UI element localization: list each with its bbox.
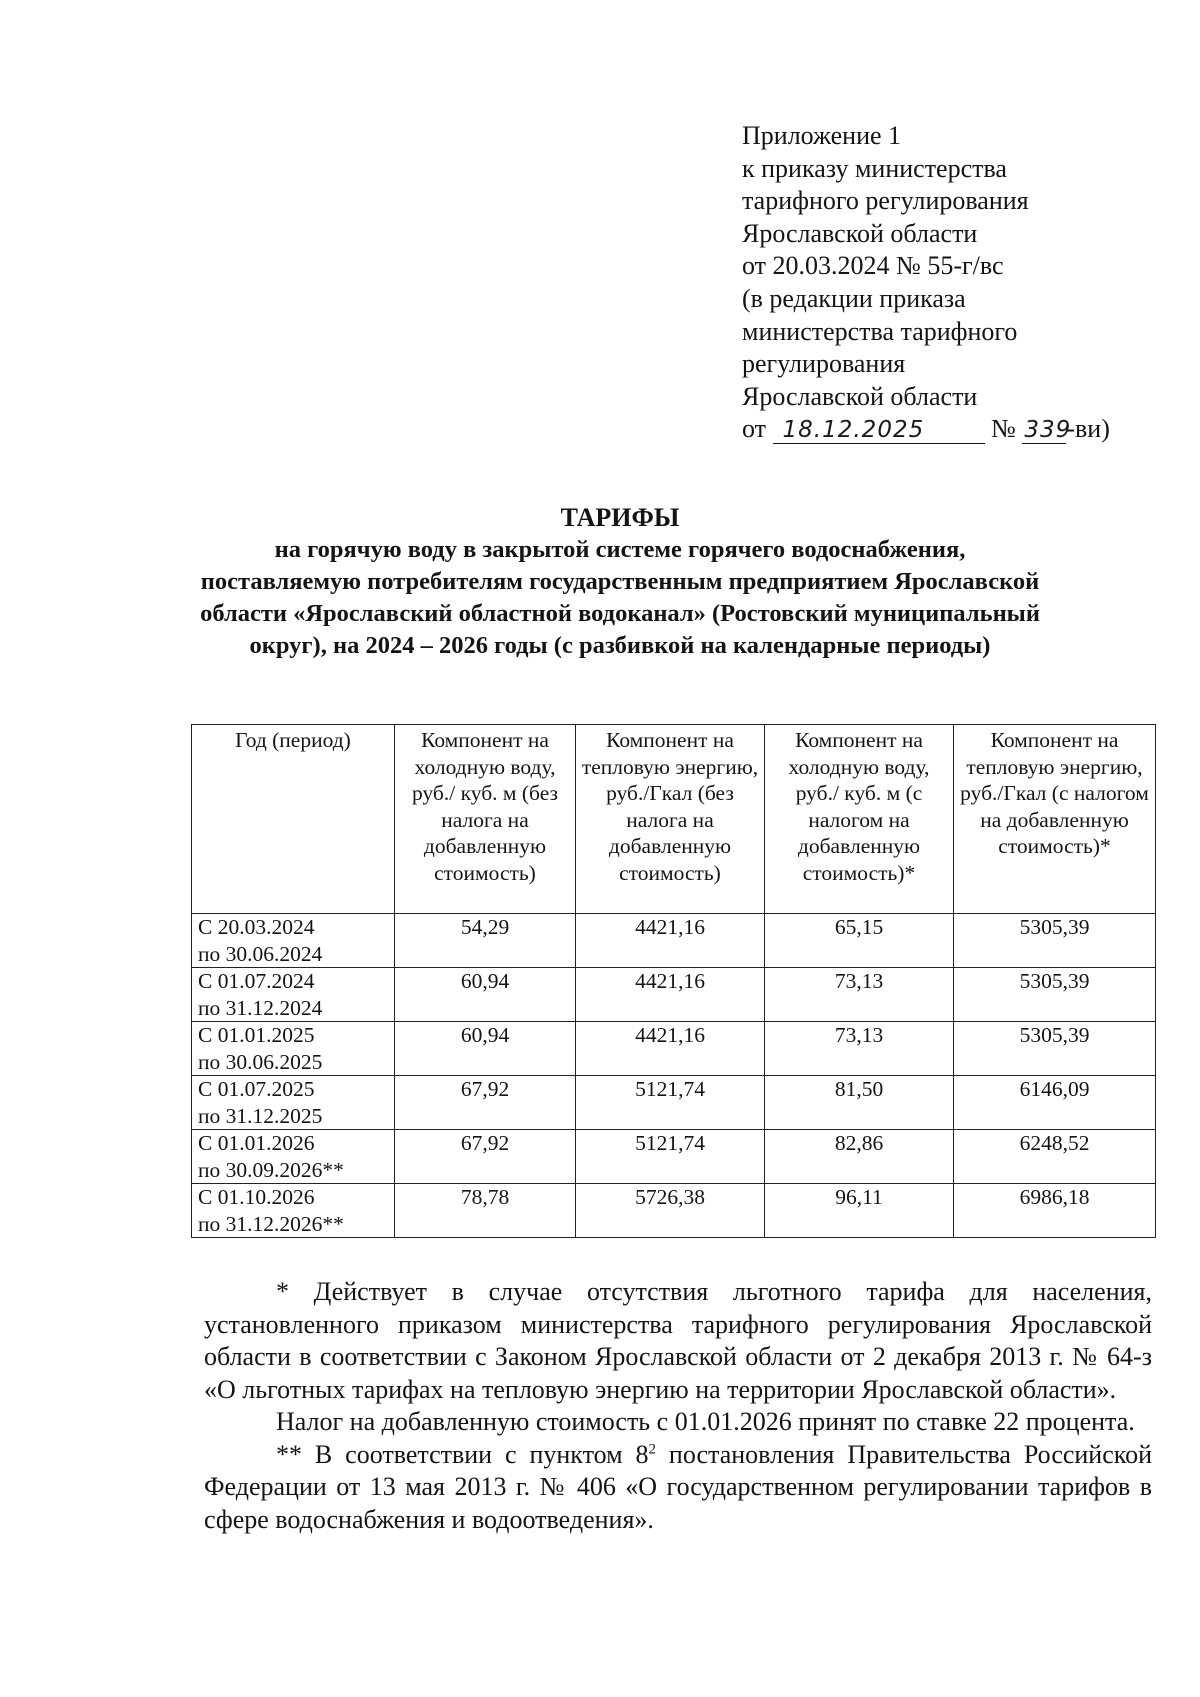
period-to: по 30.06.2024 xyxy=(198,941,323,966)
period-cell xyxy=(192,1130,395,1184)
period-to: по 31.12.2024 xyxy=(198,995,323,1020)
period-from: С 01.01.2026 xyxy=(198,1131,315,1155)
header-cold-water-no-vat: Компонент на холодную воду, руб./ куб. м (без налога на добавленную стоимость) xyxy=(395,725,576,914)
footnote-vat-rate: Налог на добавленную стоимость с 01.01.2026 принят по ставке 22 процента. xyxy=(276,1407,1135,1436)
footnote-regulation-reference xyxy=(204,1439,1152,1537)
appendix-line: от 20.03.2024 № 55-г/вс xyxy=(742,251,1004,281)
appendix-line: Приложение 1 xyxy=(742,121,902,150)
title-heading: ТАРИФЫ xyxy=(560,503,680,532)
appendix-line: тарифного регулирования xyxy=(742,186,1029,216)
tariffs-table xyxy=(191,724,1156,1238)
period-cell xyxy=(192,1184,395,1238)
heat-energy-no-vat-cell: 5726,38 xyxy=(576,1184,765,1238)
table-row xyxy=(192,1022,1156,1076)
appendix-line: министерства тарифного xyxy=(742,316,1018,346)
header-heat-energy-no-vat: Компонент на тепловую энергию, руб./Гкал (без налога на добавленную стоимость) xyxy=(576,725,765,914)
cold-water-no-vat-cell: 67,92 xyxy=(395,1130,576,1184)
header-heat-energy-vat: Компонент на тепловую энергию, руб./Гкал (с налогом на добавленную стоимость)* xyxy=(954,725,1156,914)
period-from: С 20.03.2024 xyxy=(198,915,315,939)
heat-energy-vat-cell: 6986,18 xyxy=(954,1184,1156,1238)
cold-water-vat-cell: 73,13 xyxy=(765,968,954,1022)
heat-energy-no-vat-cell: 4421,16 xyxy=(576,968,765,1022)
period-from: С 01.10.2026 xyxy=(198,1185,315,1209)
appendix-line: к приказу министерства xyxy=(742,153,1007,183)
period-cell xyxy=(192,1076,395,1130)
table-row xyxy=(192,968,1156,1022)
period-from: С 01.07.2025 xyxy=(198,1077,315,1101)
cold-water-no-vat-cell: 54,29 xyxy=(395,914,576,968)
period-to: по 30.06.2025 xyxy=(198,1049,323,1074)
footnote-vat-applicability: * Действует в случае отсутствия льготного тарифа для населения, установленного приказом министерства тарифного регулирования Ярославской области в соответствии с Законом Ярославской области от 2 декабря 2013 г. № 64-з «О льготных тарифах на тепловую энергию на территории Ярославской области». xyxy=(204,1277,1152,1404)
table-row xyxy=(192,1130,1156,1184)
period-to: по 30.09.2026** xyxy=(198,1157,344,1182)
title-subtitle: на горячую воду в закрытой системе горячего водоснабжения, поставляемую потребителям государственным предприятием Ярославской области «Ярославский областной водоканал» (Ростовский муниципальный округ), на 2024 – 2026 годы (с разбивкой на календарные периоды) xyxy=(200,536,1040,659)
handwritten-date: 18.12.2025 xyxy=(773,417,985,444)
cold-water-no-vat-cell: 60,94 xyxy=(395,968,576,1022)
heat-energy-no-vat-cell: 4421,16 xyxy=(576,1022,765,1076)
period-cell xyxy=(192,1022,395,1076)
cold-water-vat-cell: 65,15 xyxy=(765,914,954,968)
appendix-block xyxy=(742,120,1142,446)
appendix-line: Ярославской области xyxy=(742,381,978,411)
period-cell xyxy=(192,968,395,1022)
heat-energy-vat-cell: 5305,39 xyxy=(954,968,1156,1022)
header-cold-water-vat: Компонент на холодную воду, руб./ куб. м (с налогом на добавленную стоимость)* xyxy=(765,725,954,914)
heat-energy-no-vat-cell: 5121,74 xyxy=(576,1130,765,1184)
cold-water-vat-cell: 73,13 xyxy=(765,1022,954,1076)
heat-energy-vat-cell: 5305,39 xyxy=(954,914,1156,968)
cold-water-vat-cell: 81,50 xyxy=(765,1076,954,1130)
cold-water-no-vat-cell: 60,94 xyxy=(395,1022,576,1076)
period-cell xyxy=(192,914,395,968)
appendix-line: (в редакции приказа xyxy=(742,283,966,313)
heat-energy-vat-cell: 6248,52 xyxy=(954,1130,1156,1184)
note3-after: постановления Правительства Российской Федерации от 13 мая 2013 г. № 406 «О государственном регулировании тарифов в сфере водоснабжения и водоотведения». xyxy=(204,1439,1152,1534)
footnotes xyxy=(204,1276,1152,1536)
heat-energy-no-vat-cell: 4421,16 xyxy=(576,914,765,968)
table-row xyxy=(192,1184,1156,1238)
cold-water-vat-cell: 82,86 xyxy=(765,1130,954,1184)
handwritten-number: 339 xyxy=(1024,417,1072,444)
cold-water-no-vat-cell: 78,78 xyxy=(395,1184,576,1238)
heat-energy-no-vat-cell: 5121,74 xyxy=(576,1076,765,1130)
cold-water-no-vat-cell: 67,92 xyxy=(395,1076,576,1130)
heat-energy-vat-cell: 6146,09 xyxy=(954,1076,1156,1130)
number-prefix: № xyxy=(991,414,1016,444)
note3-superscript: 2 xyxy=(648,1440,656,1457)
from-prefix: от xyxy=(742,414,767,444)
table-row xyxy=(192,1076,1156,1130)
period-from: С 01.07.2024 xyxy=(198,969,315,993)
table-header-row xyxy=(192,725,1156,914)
amendment-date-line xyxy=(742,413,1142,446)
appendix-line: регулирования xyxy=(742,349,906,379)
header-period: Год (период) xyxy=(192,725,395,914)
table-row xyxy=(192,914,1156,968)
document-title xyxy=(200,502,1040,662)
note3-before: ** В соответствии с пунктом 8 xyxy=(276,1439,649,1469)
period-to: по 31.12.2025 xyxy=(198,1103,323,1128)
number-suffix: -ви) xyxy=(1066,414,1110,444)
period-from: С 01.01.2025 xyxy=(198,1023,315,1047)
heat-energy-vat-cell: 5305,39 xyxy=(954,1022,1156,1076)
cold-water-vat-cell: 96,11 xyxy=(765,1184,954,1238)
appendix-line: Ярославской области xyxy=(742,218,978,248)
period-to: по 31.12.2026** xyxy=(198,1211,344,1236)
